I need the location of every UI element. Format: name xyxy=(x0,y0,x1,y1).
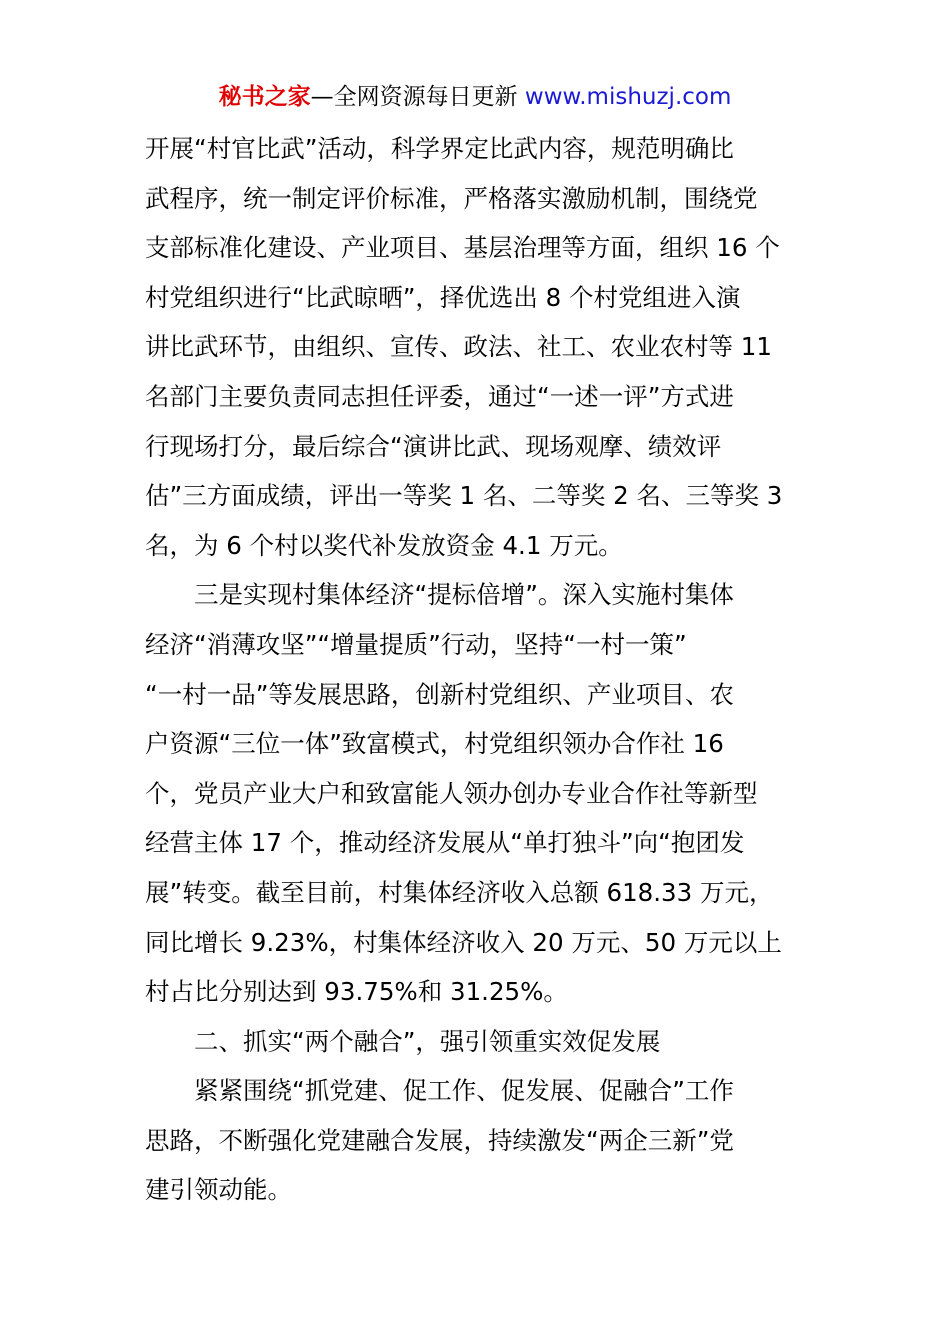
text-line: 行现场打分，最后综合“演讲比武、现场观摩、绩效评 xyxy=(145,431,722,461)
site-url-link[interactable]: www.mishuzj.com xyxy=(524,84,732,110)
text-line: 武程序，统一制定评价标准，严格落实激励机制，围绕党 xyxy=(145,183,758,213)
text-line: 思路，不断强化党建融合发展，持续激发“两企三新”党 xyxy=(145,1125,734,1155)
document-body xyxy=(145,124,813,1215)
text-line: 建引领动能。 xyxy=(145,1175,292,1205)
text-line: 同比增长 9.23%，村集体经济收入 20 万元、50 万元以上 xyxy=(145,927,782,957)
paragraph-heading-line: 三是实现村集体经济“提标倍增”。深入实施村集体 xyxy=(194,580,734,610)
text-line: “一村一品”等发展思路，创新村党组织、产业项目、农 xyxy=(145,679,734,709)
text-line: 估”三方面成绩，评出一等奖 1 名、二等奖 2 名、三等奖 3 xyxy=(145,481,783,511)
text-line: 名，为 6 个村以奖代补发放资金 4.1 万元。 xyxy=(145,530,623,560)
section-heading: 二、抓实“两个融合”，强引领重实效促发展 xyxy=(194,1026,661,1056)
text-line: 个，党员产业大户和致富能人领办创办专业合作社等新型 xyxy=(145,778,758,808)
text-line: 户资源“三位一体”致富模式，村党组织领办合作社 16 xyxy=(145,729,724,759)
text-line: 经营主体 17 个，推动经济发展从“单打独斗”向“抱团发 xyxy=(145,828,745,858)
site-header xyxy=(0,80,950,114)
brand-name: 秘书之家 xyxy=(218,84,311,110)
text-line: 村占比分别达到 93.75%和 31.25%。 xyxy=(145,977,568,1007)
text-line: 经济“消薄攻坚”“增量提质”行动，坚持“一村一策” xyxy=(145,629,687,659)
text-line: 讲比武环节，由组织、宣传、政法、社工、农业农村等 11 xyxy=(145,332,772,362)
text-line: 名部门主要负责同志担任评委，通过“一述一评”方式进 xyxy=(145,381,734,411)
paragraph-start-line: 紧紧围绕“抓党建、促工作、促发展、促融合”工作 xyxy=(194,1076,734,1106)
text-line: 展”转变。截至目前，村集体经济收入总额 618.33 万元， xyxy=(145,877,774,907)
header-tagline: —全网资源每日更新 xyxy=(310,84,525,110)
text-line: 支部标准化建设、产业项目、基层治理等方面，组织 16 个 xyxy=(145,233,780,263)
text-line: 村党组织进行“比武晾晒”，择优选出 8 个村党组进入演 xyxy=(145,282,741,312)
text-line: 开展“村官比武”活动，科学界定比武内容，规范明确比 xyxy=(145,134,734,163)
